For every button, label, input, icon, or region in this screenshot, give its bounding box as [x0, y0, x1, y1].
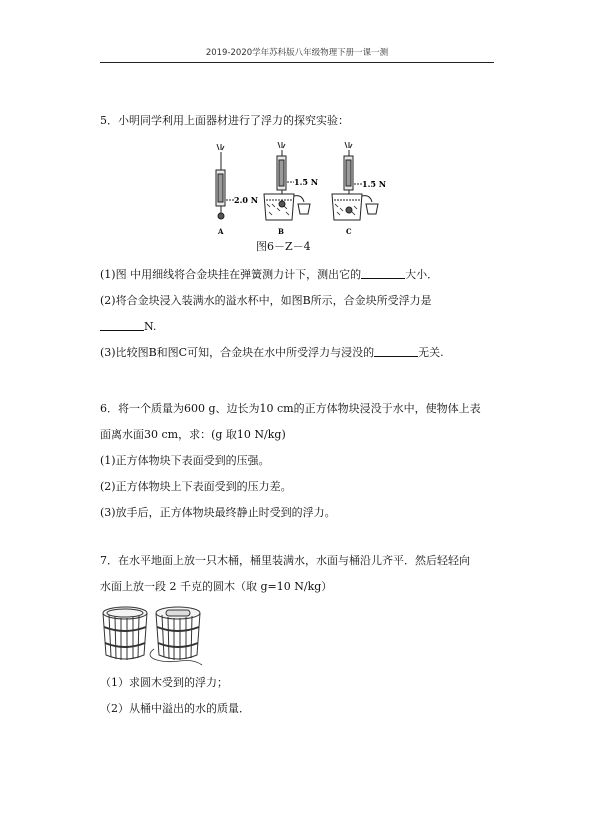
- panel-b-reading: 1.5 N: [294, 177, 319, 187]
- panel-c-label: C: [346, 227, 352, 236]
- q6-part1: (1)正方体物块下表面受到的压强。: [100, 454, 270, 467]
- page-header: 2019-2020学年苏科版八年级物理下册一课一测: [205, 48, 389, 58]
- wooden-bucket-figure: [100, 603, 220, 667]
- panel-a-label: A: [218, 227, 224, 236]
- q5-part3-tail: 无关.: [418, 346, 444, 359]
- q7-part1: （1）求圆木受到的浮力；: [100, 676, 228, 689]
- q5-part3-blank: [374, 346, 418, 357]
- q7-part2: （2）从桶中溢出的水的质量．: [100, 702, 250, 715]
- q5-part2-blank: [100, 320, 144, 331]
- q5-part3-text: (3)比较图B和图C可知，合金块在水中所受浮力与浸没的: [100, 346, 375, 359]
- spring-scale-figure: [200, 140, 400, 236]
- q5-part1-blank: [361, 268, 405, 279]
- q5-part3: [100, 346, 444, 360]
- q5-part1-text: (1)图 中用细线将合金块挂在弹簧测力计下，测出它的: [100, 268, 362, 281]
- header-rule: [100, 62, 494, 63]
- q5-stem: 5．小明同学利用上面器材进行了浮力的探究实验：: [100, 114, 349, 127]
- q6-stem-line2: 面离水面30 cm，求：(g 取10 N/kg): [100, 428, 286, 441]
- q5-part2-answer: [100, 320, 156, 334]
- panel-b-label: B: [278, 227, 284, 236]
- q7-stem-line2: 水面上放一段 2 千克的圆木（取 g=10 N/kg）: [100, 580, 333, 593]
- panel-c-reading: 1.5 N: [362, 179, 387, 189]
- panel-a-scale: [216, 144, 234, 219]
- q7-stem-line1: 7．在水平地面上放一只木桶，桶里装满水，水面与桶沿儿齐平．然后轻轻向: [100, 554, 470, 567]
- q5-part1: [100, 268, 438, 282]
- q6-part2: (2)正方体物块上下表面受到的压力差。: [100, 480, 292, 493]
- q5-part2-unit: N.: [144, 320, 157, 333]
- q6-part3: (3)放手后，正方体物块最终静止时受到的浮力。: [100, 506, 336, 519]
- q5-part1-tail: 大小．: [405, 268, 439, 281]
- q6-stem-line1: 6．将一个质量为600 g、边长为10 cm的正方体物块浸没于水中，使物体上表: [100, 402, 481, 415]
- figure-caption: 图6－Z－4: [256, 240, 311, 253]
- q5-part2: (2)将合金块浸入装满水的溢水杯中，如图B所示，合金块所受浮力是: [100, 294, 432, 307]
- panel-a-reading: 2.0 N: [234, 195, 259, 205]
